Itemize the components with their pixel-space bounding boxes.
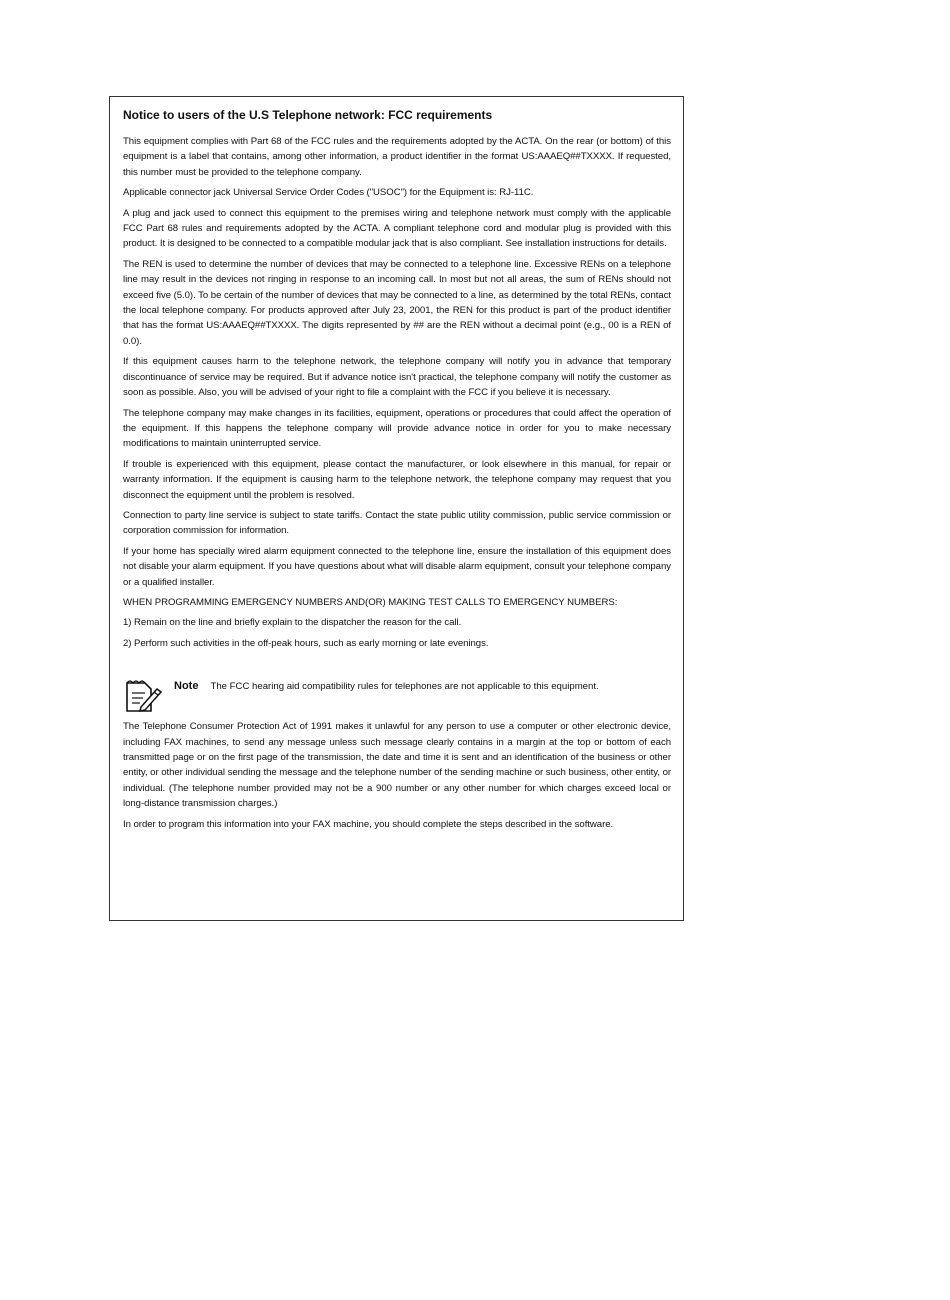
- paragraph-plug-and-jack: A plug and jack used to connect this equipment to the premises wiring and telephone network must comply with the applicable FCC Part 68 rules and requirements adopted by the ACTA. A compliant telephone cord and modular plug is provided with this product. It is designed to be connected to a compatible modular jack that is also compliant. See installation instructions for details.: [123, 207, 671, 250]
- paragraph-trouble: If trouble is experienced with this equipment, please contact the manufacturer, or look elsewhere in this manual, for repair or warranty information. If the equipment is causing harm to the telephone network, the telephone company may request that you disconnect the equipment until the problem is resolved.: [123, 458, 671, 501]
- fcc-notice-box: [109, 96, 684, 921]
- paragraph-emergency-step-1: 1) Remain on the line and briefly explain to the dispatcher the reason for the call.: [123, 617, 462, 629]
- paragraph-ren: The REN is used to determine the number of devices that may be connected to a telephone line. Excessive RENs on a telephone line may result in the devices not ringing in response to an incoming call. In most but not all areas, the sum of RENs should not exceed five (5.0). To be certain of the number of devices that may be connected to a line, as determined by the total RENs, contact the local telephone company. For products approved after July 23, 2001, the REN for this product is part of the product identifier that has the format US:AAAEQ##TXXXX. The digits represented by ## are the REN without a decimal point (e.g., 00 is a REN of 0.0).: [123, 258, 671, 347]
- note-pencil-icon: [123, 677, 163, 713]
- paragraph-emergency-step-2: 2) Perform such activities in the off-peak hours, such as early morning or late evenings.: [123, 637, 489, 649]
- note-text: The FCC hearing aid compatibility rules for telephones are not applicable to this equipment.: [210, 681, 599, 693]
- paragraph-part68-compliance: This equipment complies with Part 68 of the FCC rules and the requirements adopted by the ACTA. On the rear (or bottom) of this equipment is a label that contains, among other information, a product identifier in the format US:AAAEQ##TXXXX. If requested, this number must be provided to the telephone company.: [123, 136, 671, 178]
- note-label: Note: [174, 680, 199, 693]
- paragraph-network-harm: If this equipment causes harm to the telephone network, the telephone company will notify you in advance that temporary discontinuance of service may be required. But if advance notice isn't practical, the telephone company will notify the customer as soon as possible. Also, you will be advised of your right to file a complaint with the FCC if you believe it is necessary.: [123, 356, 671, 399]
- paragraph-emergency-heading: WHEN PROGRAMMING EMERGENCY NUMBERS AND(OR) MAKING TEST CALLS TO EMERGENCY NUMBERS:: [123, 596, 618, 608]
- paragraph-usoc: Applicable connector jack Universal Service Order Codes ("USOC") for the Equipment is: RJ-11C.: [123, 187, 534, 199]
- paragraph-party-line: Connection to party line service is subject to state tariffs. Contact the state public utility commission, public service commission or corporation commission for information.: [123, 509, 671, 537]
- paragraph-tcpa: The Telephone Consumer Protection Act of 1991 makes it unlawful for any person to use a computer or other electronic device, including FAX machines, to send any message unless such message clearly contains in a margin at the top or bottom of each transmitted page or on the first page of the transmission, the date and time it is sent and an identification of the business or other entity, or other individual sending the message and the telephone number of the sending machine or such business, other entity, or individual. (The telephone number provided may not be a 900 number or any other number for which charges exceed local or long-distance transmission charges.): [123, 721, 671, 810]
- paragraph-company-changes: The telephone company may make changes in its facilities, equipment, operations or procedures that could affect the operation of the equipment. If this happens the telephone company will provide advance notice in order for you to make necessary modifications to maintain uninterrupted service.: [123, 407, 671, 450]
- note-block: [123, 677, 671, 713]
- notice-title: Notice to users of the U.S Telephone network: FCC requirements: [123, 108, 493, 122]
- paragraph-alarm-equipment: If your home has specially wired alarm equipment connected to the telephone line, ensure the installation of this equipment does not disable your alarm equipment. If you have questions about what will disable alarm equipment, consult your telephone company or a qualified installer.: [123, 545, 671, 588]
- paragraph-fax-programming: In order to program this information into your FAX machine, you should complete the steps described in the software.: [123, 818, 614, 830]
